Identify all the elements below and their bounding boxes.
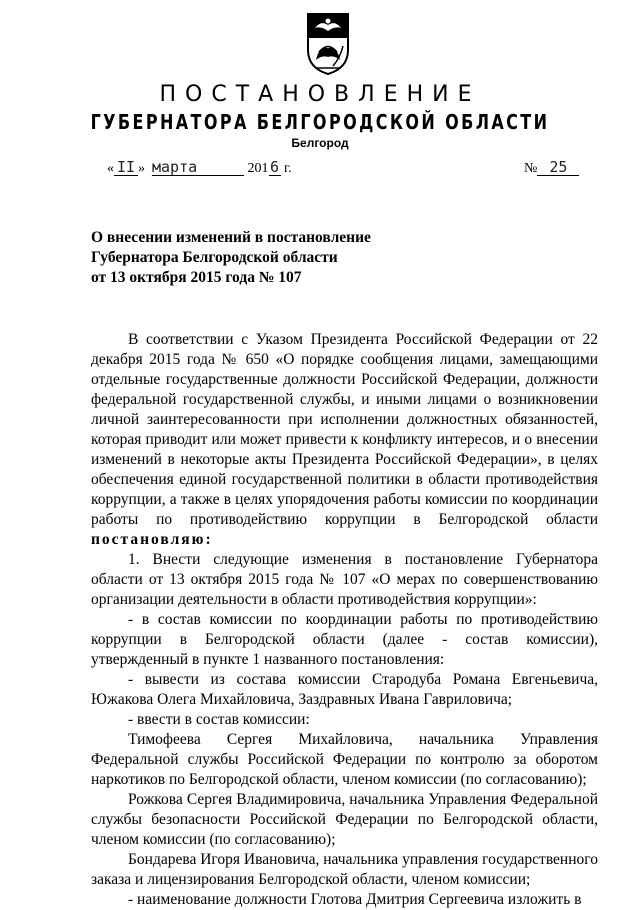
document-body xyxy=(91,330,598,910)
date-close-quote: » xyxy=(138,161,145,176)
preamble-text: В соответствии с Указом Президента Российской Федерации от 22 декабря 2015 года № 650 «О порядке сообщения лицами, замещающими отдельные государственные должности Российской Федерации, должности федеральной государственной службы, и иными лицами о возникновении личной заинтересованности при исполнении должностных обязанностей, которая приводит или может привести к конфликту интересов, и о внесении изменений в некоторые акты Президента Российской Федерации», в целях обеспечения единой государственной политики в области противодействия коррупции, а также в целях упорядочения работы комиссии по координации работы по противодействию коррупции в Белгородской области xyxy=(91,331,598,528)
belgorod-coat-of-arms-icon xyxy=(303,8,353,76)
issuer-title: ГУБЕРНАТОРА БЕЛГОРОДСКОЙ ОБЛАСТИ xyxy=(90,110,550,134)
document-subject xyxy=(91,228,451,288)
body-paragraph: 1. Внести следующие изменения в постановление Губернатора области от 13 октября 2015 года № 107 «О мерах по совершенствованию организации деятельности в области противодействия коррупции»: xyxy=(91,551,598,608)
body-paragraph: - наименование должности Глотова Дмитрия Сергеевича изложить в xyxy=(128,891,582,908)
body-paragraph: Тимофеева Сергея Михайловича, начальника Управления Федеральной службы Российской Федерации по контролю за оборотом наркотиков по Белгородской области, членом комиссии (по согласованию); xyxy=(91,731,598,788)
subject-line: Губернатора Белгородской области xyxy=(91,249,338,266)
number-label: № xyxy=(524,161,538,176)
body-paragraph: - вывести из состава комиссии Стародуба Романа Евгеньевича, Южакова Олега Михайловича, Заздравных Ивана Гавриловича; xyxy=(91,671,598,708)
body-paragraph: Рожкова Сергея Владимировича, начальника Управления Федеральной службы безопасности Российской Федерации по Белгородской области, членом комиссии (по согласованию); xyxy=(91,791,598,848)
number-value: 25 xyxy=(537,160,579,176)
body-paragraph: - ввести в состав комиссии: xyxy=(128,711,310,728)
date-year-suffix: г. xyxy=(284,161,292,176)
date-day: II xyxy=(114,160,138,176)
subject-line: от 13 октября 2015 года № 107 xyxy=(91,269,302,286)
document-type-title: ПОСТАНОВЛЕНИЕ xyxy=(159,82,481,107)
issue-date xyxy=(107,160,292,177)
date-year-prefix: 201 xyxy=(247,161,269,176)
preamble-paragraph xyxy=(91,330,598,550)
body-paragraph: Бондарева Игоря Ивановича, начальника управления государственного заказа и лицензирования Белгородской области, членом комиссии; xyxy=(91,851,598,888)
issue-city: Белгород xyxy=(291,136,349,150)
date-open-quote: « xyxy=(107,161,114,176)
date-year-digit: 6 xyxy=(269,158,280,176)
subject-line: О внесении изменений в постановление xyxy=(91,229,371,246)
document-number xyxy=(524,160,579,177)
decree-keyword: постановляю: xyxy=(91,531,213,548)
date-month: марта xyxy=(152,160,244,176)
body-paragraph: - в состав комиссии по координации работы по противодействию коррупции в Белгородской области (далее - состав комиссии), утвержденный в пункте 1 названного постановления: xyxy=(91,611,598,668)
